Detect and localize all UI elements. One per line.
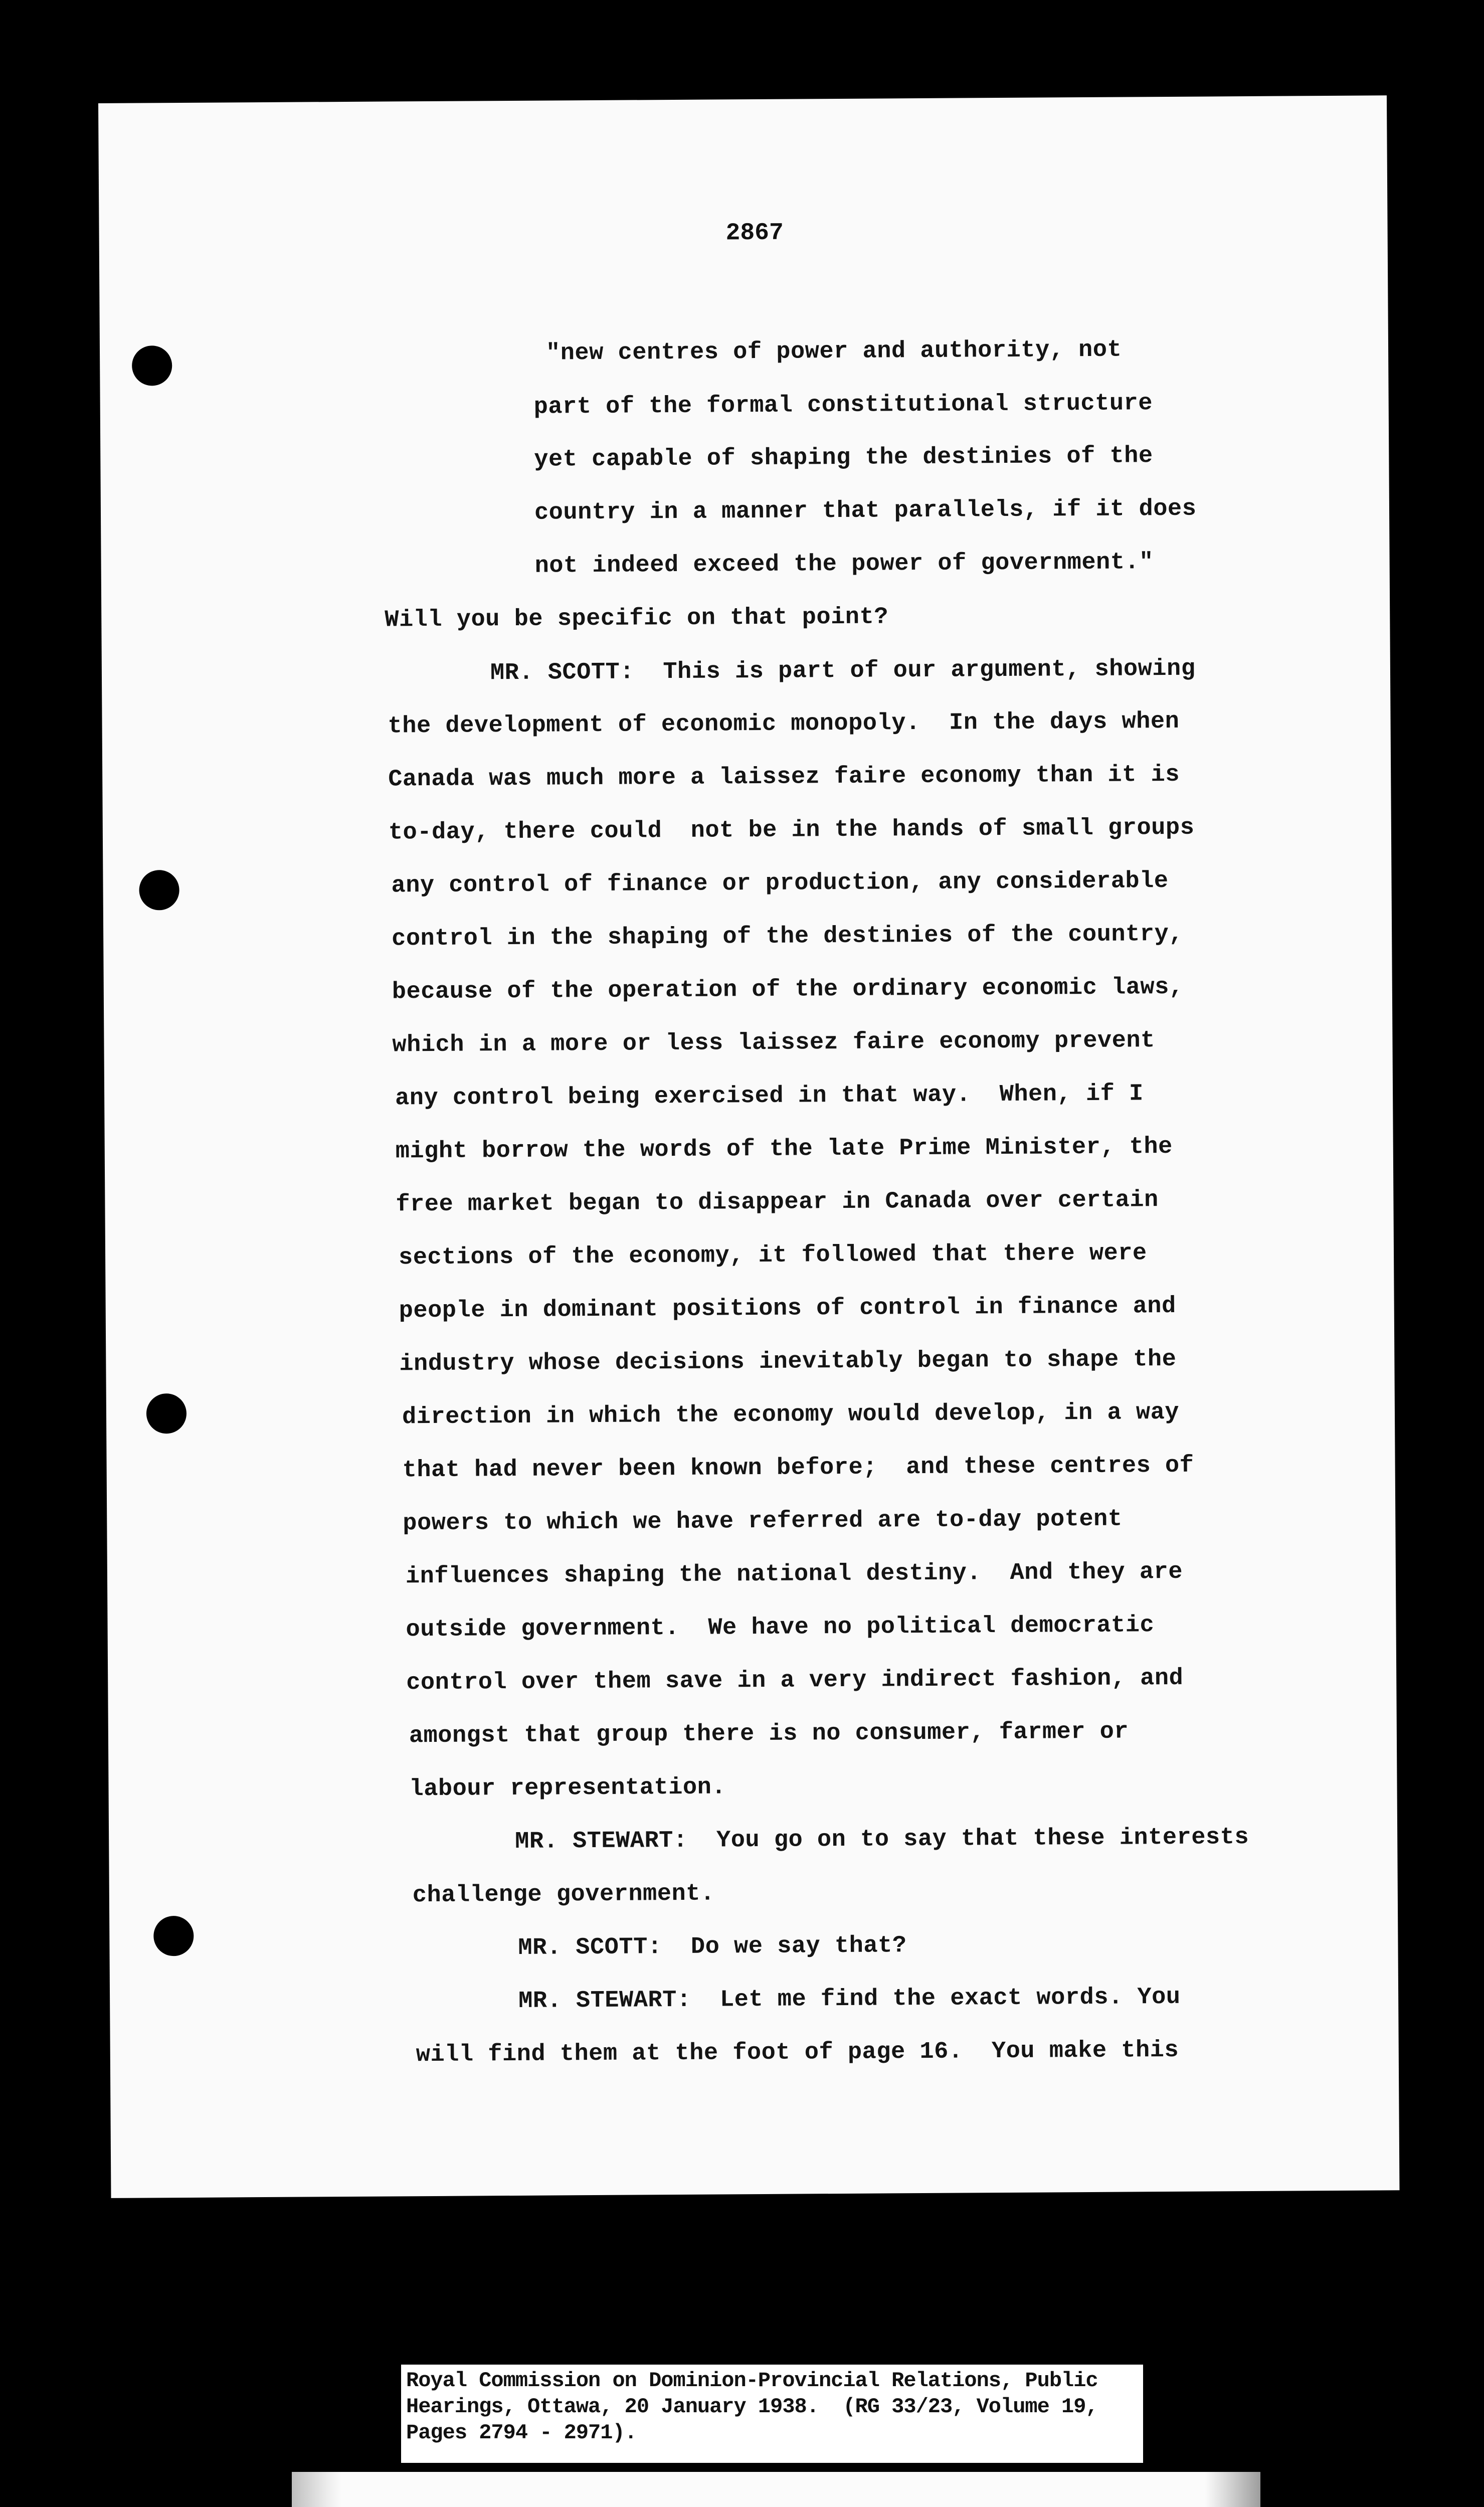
- document-page: [98, 95, 1399, 2198]
- text-line: Will you be specific on that point?: [385, 604, 889, 634]
- quote-line: not indeed exceed the power of government.": [534, 549, 1154, 580]
- punch-hole: [139, 870, 179, 910]
- text-line: to-day, there could not be in the hands of small groups: [388, 814, 1195, 846]
- text-line: influences shaping the national destiny. And they are: [405, 1558, 1183, 1590]
- page-number: 2867: [725, 219, 784, 247]
- text-line: outside government. We have no political democratic: [406, 1612, 1155, 1644]
- text-line: direction in which the economy would develop, in a way: [402, 1399, 1180, 1431]
- text-line: powers to which we have referred are to-day potent: [403, 1506, 1123, 1537]
- speaker-line: MR. SCOTT: Do we say that?: [518, 1932, 907, 1961]
- text-line: control in the shaping of the destinies of the country,: [392, 921, 1184, 953]
- text-line: that had never been known before; and these centres of: [402, 1452, 1194, 1484]
- punch-hole: [153, 1916, 194, 1956]
- quote-line: yet capable of shaping the destinies of the: [534, 443, 1153, 473]
- text-line: because of the operation of the ordinary economic laws,: [392, 974, 1184, 1006]
- quote-line: part of the formal constitutional structure: [533, 390, 1153, 421]
- punch-hole: [132, 345, 172, 386]
- speaker-line: MR. SCOTT: This is part of our argument, showing: [490, 655, 1196, 687]
- text-line: which in a more or less laissez faire economy prevent: [392, 1027, 1155, 1059]
- text-line: challenge government.: [412, 1880, 715, 1909]
- text-line: industry whose decisions inevitably began to shape the: [399, 1346, 1177, 1378]
- quote-line: "new centres of power and authority, not: [545, 336, 1122, 367]
- text-line: any control of finance or production, any considerable: [391, 867, 1169, 900]
- text-line: will find them at the foot of page 16. You make this: [416, 2037, 1179, 2069]
- archives-stamp: [292, 2472, 1260, 2507]
- text-line: Canada was much more a laissez faire economy than it is: [388, 761, 1180, 793]
- stamp-edge: [1205, 2472, 1260, 2507]
- text-line: the development of economic monopoly. In the days when: [388, 708, 1180, 740]
- text-line: any control being exercised in that way. When, if I: [395, 1081, 1144, 1112]
- speaker-line: MR. STEWART: Let me find the exact words. You: [518, 1984, 1181, 2015]
- caption-line: Hearings, Ottawa, 20 January 1938. (RG 33/23, Volume 19,: [406, 2395, 1098, 2419]
- text-line: control over them save in a very indirect fashion, and: [406, 1665, 1184, 1697]
- caption-line: Royal Commission on Dominion-Provincial Relations, Public: [406, 2369, 1098, 2393]
- stamp-edge: [292, 2472, 342, 2507]
- text-line: free market began to disappear in Canada over certain: [396, 1187, 1159, 1218]
- text-line: amongst that group there is no consumer, farmer or: [409, 1718, 1129, 1750]
- caption-line: Pages 2794 - 2971).: [406, 2421, 637, 2445]
- speaker-line: MR. STEWART: You go on to say that these interests: [515, 1824, 1249, 1855]
- punch-hole: [146, 1393, 187, 1434]
- text-line: people in dominant positions of control in finance and: [399, 1293, 1176, 1325]
- quote-line: country in a manner that parallels, if it does: [534, 495, 1197, 526]
- text-line: sections of the economy, it followed that there were: [398, 1240, 1147, 1272]
- text-line: might borrow the words of the late Prime Minister, the: [395, 1133, 1173, 1165]
- archive-caption: [401, 2365, 1143, 2463]
- text-line: labour representation.: [409, 1774, 726, 1803]
